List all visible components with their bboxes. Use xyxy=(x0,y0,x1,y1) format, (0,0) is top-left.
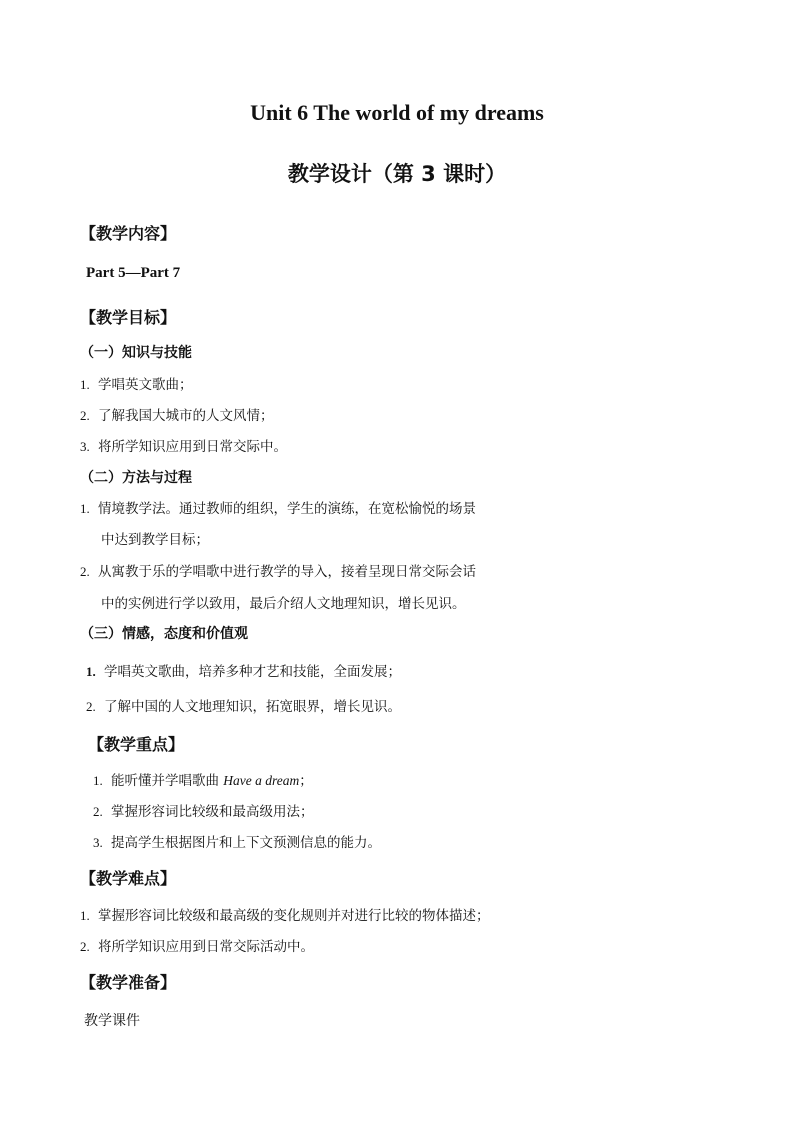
list-item: 2. 将所学知识应用到日常交际活动中。 xyxy=(80,939,314,955)
subheading-attitude: （三）情感，态度和价值观 xyxy=(80,626,248,642)
heading-content: 【教学内容】 xyxy=(80,224,177,243)
list-item: 3. 将所学知识应用到日常交际中。 xyxy=(80,439,287,455)
content-text: Part 5—Part 7 xyxy=(86,265,181,281)
list-item: 2. 了解我国大城市的人文风情； xyxy=(80,408,274,424)
document-subtitle: 教学设计（第 3 课时） xyxy=(287,162,507,186)
list-item: 1. 掌握形容词比较级和最高级的变化规则并对进行比较的物体描述； xyxy=(80,908,490,924)
list-item: 3. 提高学生根据图片和上下文预测信息的能力。 xyxy=(93,835,381,851)
list-item-continuation: 中的实例进行学以致用，最后介绍人文地理知识，增长见识。 xyxy=(101,596,466,612)
list-item: 2. 掌握形容词比较级和最高级用法； xyxy=(93,804,314,820)
heading-preparation: 【教学准备】 xyxy=(80,973,177,992)
subheading-knowledge: （一）知识与技能 xyxy=(80,345,192,361)
list-item: 1. 学唱英文歌曲，培养多种才艺和技能，全面发展； xyxy=(86,664,401,680)
preparation-text: 教学课件 xyxy=(84,1013,140,1029)
list-item: 1. 能听懂并学唱歌曲 Have a dream； xyxy=(93,773,313,789)
list-item: 2. 从寓教于乐的学唱歌中进行教学的导入，接着呈现日常交际会话 xyxy=(80,564,476,580)
list-item: 2. 了解中国的人文地理知识，拓宽眼界，增长见识。 xyxy=(86,699,401,715)
song-title: Have a dream xyxy=(223,773,300,788)
document-title: Unit 6 The world of my dreams xyxy=(250,100,544,125)
heading-objectives: 【教学目标】 xyxy=(80,308,177,327)
subheading-method: （二）方法与过程 xyxy=(80,470,192,486)
list-item-continuation: 中达到教学目标； xyxy=(101,532,209,548)
heading-difficulties: 【教学难点】 xyxy=(80,869,177,888)
list-item: 1. 学唱英文歌曲； xyxy=(80,377,193,393)
heading-key-points: 【教学重点】 xyxy=(88,735,185,754)
list-item: 1. 情境教学法。通过教师的组织，学生的演练，在宽松愉悦的场景 xyxy=(80,501,476,517)
